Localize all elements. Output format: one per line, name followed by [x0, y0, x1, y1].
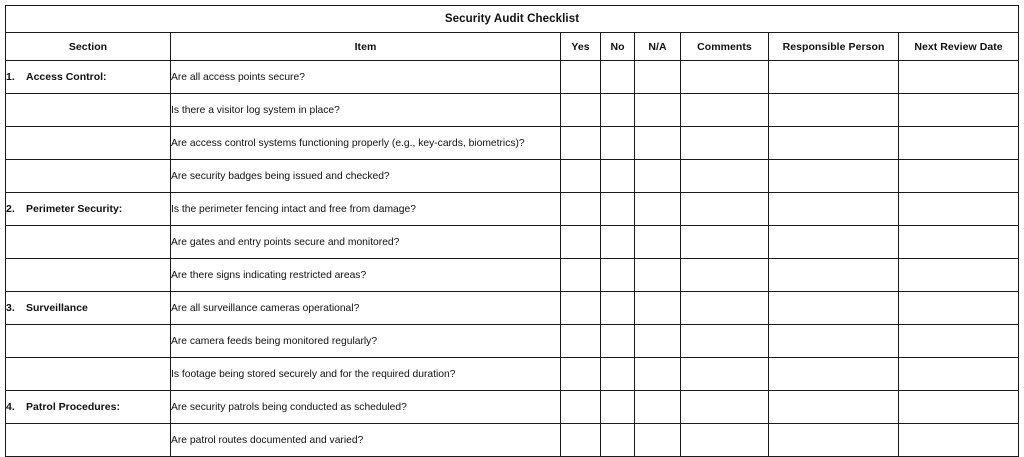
yes-checkbox-cell[interactable]	[561, 259, 601, 292]
title-row	[6, 6, 1019, 33]
item-cell: Are camera feeds being monitored regularly?	[171, 325, 561, 358]
section-cell-empty	[6, 358, 171, 391]
section-cell-empty	[6, 325, 171, 358]
section-label: Surveillance	[26, 302, 88, 314]
document-title: Security Audit Checklist	[6, 6, 1019, 33]
no-checkbox-cell[interactable]	[601, 391, 635, 424]
na-checkbox-cell[interactable]	[635, 61, 681, 94]
section-number: 1.	[6, 71, 15, 83]
section-cell	[6, 391, 171, 424]
responsible-person-cell[interactable]	[769, 325, 899, 358]
responsible-person-cell[interactable]	[769, 193, 899, 226]
responsible-person-cell[interactable]	[769, 391, 899, 424]
column-header-na: N/A	[635, 33, 681, 61]
table-row	[6, 259, 1019, 292]
item-cell: Are gates and entry points secure and monitored?	[171, 226, 561, 259]
column-header-next-review-date: Next Review Date	[899, 33, 1019, 61]
comments-cell[interactable]	[681, 358, 769, 391]
item-cell: Are all access points secure?	[171, 61, 561, 94]
no-checkbox-cell[interactable]	[601, 94, 635, 127]
no-checkbox-cell[interactable]	[601, 61, 635, 94]
na-checkbox-cell[interactable]	[635, 160, 681, 193]
next-review-date-cell[interactable]	[899, 193, 1019, 226]
item-cell: Are all surveillance cameras operational?	[171, 292, 561, 325]
comments-cell[interactable]	[681, 193, 769, 226]
na-checkbox-cell[interactable]	[635, 292, 681, 325]
yes-checkbox-cell[interactable]	[561, 193, 601, 226]
table-row	[6, 391, 1019, 424]
comments-cell[interactable]	[681, 61, 769, 94]
section-cell-empty	[6, 259, 171, 292]
next-review-date-cell[interactable]	[899, 226, 1019, 259]
item-cell: Is there a visitor log system in place?	[171, 94, 561, 127]
item-cell: Are patrol routes documented and varied?	[171, 424, 561, 457]
yes-checkbox-cell[interactable]	[561, 160, 601, 193]
yes-checkbox-cell[interactable]	[561, 226, 601, 259]
security-audit-checklist-table	[5, 5, 1019, 457]
table-row	[6, 226, 1019, 259]
next-review-date-cell[interactable]	[899, 391, 1019, 424]
next-review-date-cell[interactable]	[899, 325, 1019, 358]
responsible-person-cell[interactable]	[769, 127, 899, 160]
comments-cell[interactable]	[681, 259, 769, 292]
item-cell: Are there signs indicating restricted areas?	[171, 259, 561, 292]
no-checkbox-cell[interactable]	[601, 292, 635, 325]
responsible-person-cell[interactable]	[769, 259, 899, 292]
no-checkbox-cell[interactable]	[601, 259, 635, 292]
section-cell	[6, 292, 171, 325]
column-header-yes: Yes	[561, 33, 601, 61]
responsible-person-cell[interactable]	[769, 61, 899, 94]
yes-checkbox-cell[interactable]	[561, 358, 601, 391]
next-review-date-cell[interactable]	[899, 358, 1019, 391]
section-label: Perimeter Security:	[26, 203, 123, 215]
next-review-date-cell[interactable]	[899, 61, 1019, 94]
na-checkbox-cell[interactable]	[635, 94, 681, 127]
next-review-date-cell[interactable]	[899, 259, 1019, 292]
column-header-item: Item	[171, 33, 561, 61]
section-label: Access Control:	[26, 71, 107, 83]
no-checkbox-cell[interactable]	[601, 193, 635, 226]
next-review-date-cell[interactable]	[899, 292, 1019, 325]
yes-checkbox-cell[interactable]	[561, 325, 601, 358]
column-header-row	[6, 33, 1019, 61]
column-header-no: No	[601, 33, 635, 61]
na-checkbox-cell[interactable]	[635, 391, 681, 424]
column-header-section: Section	[6, 33, 171, 61]
no-checkbox-cell[interactable]	[601, 358, 635, 391]
section-cell-empty	[6, 127, 171, 160]
na-checkbox-cell[interactable]	[635, 325, 681, 358]
table-row	[6, 325, 1019, 358]
yes-checkbox-cell[interactable]	[561, 127, 601, 160]
na-checkbox-cell[interactable]	[635, 259, 681, 292]
responsible-person-cell[interactable]	[769, 226, 899, 259]
no-checkbox-cell[interactable]	[601, 226, 635, 259]
na-checkbox-cell[interactable]	[635, 226, 681, 259]
comments-cell[interactable]	[681, 94, 769, 127]
comments-cell[interactable]	[681, 325, 769, 358]
comments-cell[interactable]	[681, 226, 769, 259]
no-checkbox-cell[interactable]	[601, 325, 635, 358]
table-row	[6, 61, 1019, 94]
section-cell-empty	[6, 226, 171, 259]
table-body	[6, 61, 1019, 457]
na-checkbox-cell[interactable]	[635, 193, 681, 226]
item-cell: Is footage being stored securely and for the required duration?	[171, 358, 561, 391]
section-number: 2.	[6, 203, 15, 215]
next-review-date-cell[interactable]	[899, 94, 1019, 127]
comments-cell[interactable]	[681, 292, 769, 325]
section-cell-empty	[6, 160, 171, 193]
column-header-responsible-person: Responsible Person	[769, 33, 899, 61]
no-checkbox-cell[interactable]	[601, 127, 635, 160]
yes-checkbox-cell[interactable]	[561, 61, 601, 94]
table-row	[6, 127, 1019, 160]
yes-checkbox-cell[interactable]	[561, 391, 601, 424]
column-header-comments: Comments	[681, 33, 769, 61]
section-label: Patrol Procedures:	[26, 401, 120, 413]
item-cell: Are security patrols being conducted as scheduled?	[171, 391, 561, 424]
responsible-person-cell[interactable]	[769, 94, 899, 127]
next-review-date-cell[interactable]	[899, 127, 1019, 160]
table-row	[6, 94, 1019, 127]
item-cell: Is the perimeter fencing intact and free from damage?	[171, 193, 561, 226]
na-checkbox-cell[interactable]	[635, 358, 681, 391]
yes-checkbox-cell[interactable]	[561, 94, 601, 127]
no-checkbox-cell[interactable]	[601, 160, 635, 193]
comments-cell[interactable]	[681, 160, 769, 193]
section-cell-empty	[6, 94, 171, 127]
comments-cell[interactable]	[681, 391, 769, 424]
table-row	[6, 160, 1019, 193]
section-cell	[6, 61, 171, 94]
comments-cell[interactable]	[681, 127, 769, 160]
responsible-person-cell[interactable]	[769, 292, 899, 325]
section-cell	[6, 193, 171, 226]
item-cell: Are access control systems functioning properly (e.g., key-cards, biometrics)?	[171, 127, 561, 160]
table-row	[6, 292, 1019, 325]
item-cell: Are security badges being issued and checked?	[171, 160, 561, 193]
responsible-person-cell[interactable]	[769, 358, 899, 391]
na-checkbox-cell[interactable]	[635, 127, 681, 160]
table-head	[6, 6, 1019, 61]
section-number: 4.	[6, 401, 15, 413]
section-number: 3.	[6, 302, 15, 314]
responsible-person-cell[interactable]	[769, 160, 899, 193]
table-row	[6, 358, 1019, 391]
table-row	[6, 193, 1019, 226]
yes-checkbox-cell[interactable]	[561, 292, 601, 325]
next-review-date-cell[interactable]	[899, 160, 1019, 193]
